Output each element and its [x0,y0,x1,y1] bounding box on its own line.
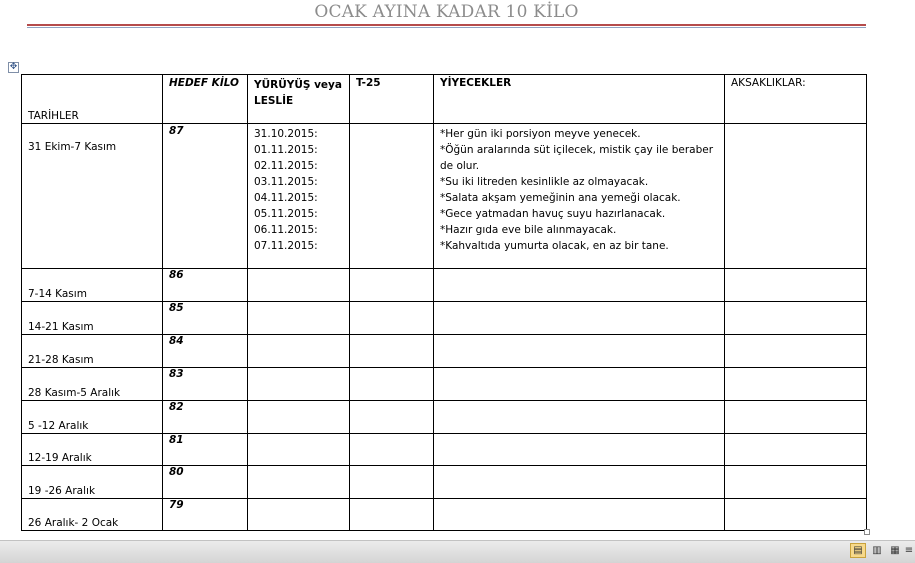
outline-icon[interactable]: ≡ [904,545,914,556]
food-item: *Kahvaltıda yumurta olacak, en az bir tane. [440,240,669,252]
table-row [22,302,867,335]
row-walking-cell[interactable] [248,499,350,531]
row-t25-cell[interactable] [350,269,434,302]
row-dates[interactable]: 14-21 Kasım [22,302,163,335]
table-resize-handle[interactable] [864,529,870,535]
walking-date: 31.10.2015: [254,128,318,140]
row-t25-cell[interactable] [350,499,434,531]
row-walking-cell[interactable] [248,466,350,499]
row-t25-cell[interactable] [350,368,434,401]
row-dates[interactable]: 28 Kasım-5 Aralık [22,368,163,401]
status-bar [0,540,915,563]
food-item: *Salata akşam yemeğinin ana yemeği olacak. [440,192,681,204]
walking-date-list [254,124,343,254]
title-underline-secondary [27,27,866,28]
row-dates[interactable]: 19 -26 Aralık [22,466,163,499]
row-disruptions-cell[interactable] [725,368,867,401]
food-item: *Öğün aralarında süt içilecek, mistik çay ile beraber de olur. [440,144,714,172]
row-disruptions-cell[interactable] [725,302,867,335]
header-t25[interactable]: T-25 [350,75,434,124]
row-walking-cell[interactable] [248,335,350,368]
walking-date: 01.11.2015: [254,144,318,156]
food-item: *Gece yatmadan havuç suyu hazırlanacak. [440,208,666,220]
row-dates[interactable]: 7-14 Kasım [22,269,163,302]
row-t25-cell[interactable] [350,302,434,335]
table-row [22,335,867,368]
table-row [22,124,867,269]
title-underline [27,24,866,26]
row-dates[interactable]: 31 Ekim-7 Kasım [22,124,163,269]
table-row [22,269,867,302]
row-dates[interactable]: 12-19 Aralık [22,434,163,466]
row-target-kilo[interactable]: 83 [163,368,248,401]
food-list [440,124,718,254]
row-disruptions-cell[interactable] [725,434,867,466]
row-disruptions-cell[interactable] [725,499,867,531]
row-target-kilo[interactable]: 82 [163,401,248,434]
table-row [22,499,867,531]
walking-date: 06.11.2015: [254,224,318,236]
row-t25-cell[interactable] [350,335,434,368]
row-target-kilo[interactable]: 81 [163,434,248,466]
table-move-handle-icon[interactable]: ✥ [9,62,18,72]
walking-date: 07.11.2015: [254,240,318,252]
row-food-cell[interactable] [434,269,725,302]
row-food-cell[interactable] [434,499,725,531]
row-target-kilo[interactable]: 84 [163,335,248,368]
row-disruptions-cell[interactable] [725,466,867,499]
walking-date: 02.11.2015: [254,160,318,172]
header-row [22,75,867,124]
row-t25-cell[interactable] [350,401,434,434]
walking-date: 03.11.2015: [254,176,318,188]
row-t25-cell[interactable] [350,434,434,466]
walking-date: 04.11.2015: [254,192,318,204]
food-item: *Her gün iki porsiyon meyve yenecek. [440,128,641,140]
food-item: *Hazır gıda eve bile alınmayacak. [440,224,617,236]
row-target-kilo[interactable]: 85 [163,302,248,335]
row-food-cell[interactable] [434,368,725,401]
row-dates[interactable]: 5 -12 Aralık [22,401,163,434]
header-food[interactable]: YİYECEKLER [434,75,725,124]
row-t25-cell[interactable] [350,466,434,499]
row-walking-cell[interactable] [248,302,350,335]
row-target-kilo[interactable]: 86 [163,269,248,302]
row-food-cell[interactable] [434,302,725,335]
header-disruptions[interactable]: AKSAKLIKLAR: [725,75,867,124]
row-food-cell[interactable] [434,335,725,368]
row-walking-cell[interactable] [248,401,350,434]
row-food-cell[interactable] [434,466,725,499]
row-target-kilo[interactable]: 80 [163,466,248,499]
header-walking[interactable]: YÜRÜYÜŞ veya LESLİE [248,75,350,124]
table-row [22,368,867,401]
table-row [22,434,867,466]
row-walking-cell[interactable] [248,269,350,302]
row-dates[interactable]: 26 Aralık- 2 Ocak [22,499,163,531]
table-row [22,401,867,434]
header-target-kilo[interactable]: HEDEF KİLO [163,75,248,124]
row-t25-cell[interactable] [350,124,434,269]
row-walking-cell[interactable] [248,368,350,401]
row-food-cell[interactable] [434,434,725,466]
row-walking-cell[interactable] [248,434,350,466]
row-target-kilo[interactable]: 79 [163,499,248,531]
row-disruptions-cell[interactable] [725,401,867,434]
row-food-cell[interactable] [434,124,725,269]
row-target-kilo[interactable]: 87 [163,124,248,269]
walking-date: 05.11.2015: [254,208,318,220]
row-disruptions-cell[interactable] [725,269,867,302]
web-layout-icon[interactable]: ▦ [890,545,900,556]
row-dates[interactable]: 21-28 Kasım [22,335,163,368]
food-item: *Su iki litreden kesinlikle az olmayacak. [440,176,649,188]
row-walking-cell[interactable] [248,124,350,269]
row-food-cell[interactable] [434,401,725,434]
print-layout-icon[interactable]: ▤ [850,543,866,558]
weight-plan-table [21,74,867,531]
row-disruptions-cell[interactable] [725,335,867,368]
header-dates[interactable]: TARİHLER [22,75,163,124]
table-row [22,466,867,499]
row-disruptions-cell[interactable] [725,124,867,269]
full-screen-reading-icon[interactable]: ▥ [872,545,882,556]
document-title: OCAK AYINA KADAR 10 KİLO [314,2,579,22]
